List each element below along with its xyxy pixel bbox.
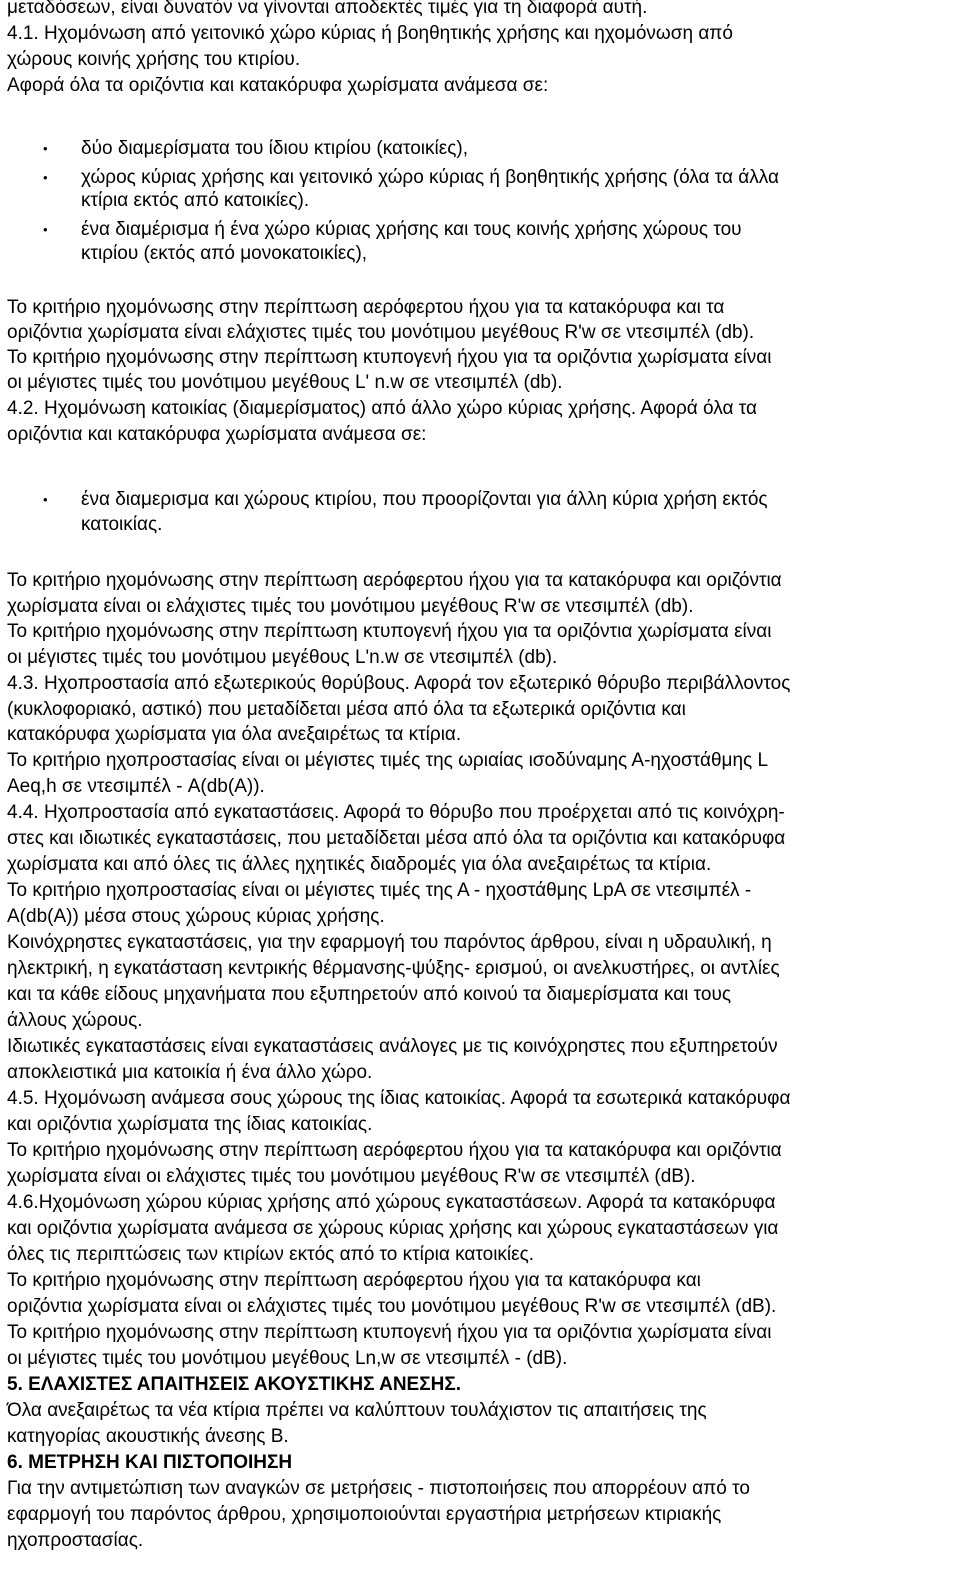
- text-line: και οριζόντια χωρίσματα της ίδιας κατοικίας.: [7, 1114, 373, 1135]
- bullet-marker: •: [43, 222, 48, 237]
- text-line: εφαρμογή του παρόντος άρθρου, χρησιμοποιούνται εργαστήρια μετρήσεων κτιριακής: [7, 1504, 722, 1525]
- section-heading-4-2: 4.2. Ηχομόνωση κατοικίας (διαμερίσματος) από άλλο χώρο κύριας χρήσης. Αφορά όλα τα: [7, 398, 757, 419]
- bullet-item: χώρος κύριας χρήσης και γειτονικό χώρο κύριας ή βοηθητικής χρήσης (όλα τα άλλα: [81, 167, 779, 188]
- text-line: Aeq,h σε ντεσιμπέλ - A(db(A)).: [7, 776, 265, 797]
- section-heading-5: 5. ΕΛΑΧΙΣΤΕΣ ΑΠΑΙΤΗΣΕΙΣ ΑΚΟΥΣΤΙΚΗΣ ΑΝΕΣΗΣ.: [7, 1374, 462, 1395]
- text-line: (κυκλοφοριακό, αστικό) που μεταδίδεται μέσα από όλα τα εξωτερικά οριζόντια και: [7, 699, 686, 720]
- bullet-item-continued: κατοικίας.: [81, 514, 163, 535]
- text-line: ηχοπροστασίας.: [7, 1530, 144, 1551]
- section-heading-4-5: 4.5. Ηχομόνωση ανάμεσα σους χώρους της ίδιας κατοικίας. Αφορά τα εσωτερικά κατακόρυφα: [7, 1088, 791, 1109]
- bullet-marker: •: [43, 170, 48, 185]
- text-line: άλλους χώρους.: [7, 1010, 143, 1031]
- text-line: οι μέγιστες τιμές του μονότιμου μεγέθους Ln,w σε ντεσιμπέλ - (dB).: [7, 1348, 568, 1369]
- text-line: Για την αντιμετώπιση των αναγκών σε μετρήσεις - πιστοποιήσεις που απορρέουν από το: [7, 1478, 750, 1499]
- bullet-item-continued: κτιρίου (εκτός από μονοκατοικίες),: [81, 243, 368, 264]
- text-line: αποκλειστικά μια κατοικία ή ένα άλλο χώρο.: [7, 1062, 373, 1083]
- text-line: μεταδόσεων, είναι δυνατόν να γίνονται αποδεκτές τιμές για τη διαφορά αυτή.: [7, 0, 648, 18]
- text-line: όλες τις περιπτώσεις των κτιρίων εκτός από το κτίρια κατοικίες.: [7, 1244, 535, 1265]
- text-line: A(db(A)) μέσα στους χώρους κύριας χρήσης.: [7, 906, 385, 927]
- text-line: Το κριτήριο ηχομόνωσης στην περίπτωση κτυπογενή ήχου για τα οριζόντια χωρίσματα είναι: [7, 347, 772, 368]
- text-line: και οριζόντια χωρίσματα ανάμεσα σε χώρους κύριας χρήσης και χώρους εγκαταστάσεων για: [7, 1218, 779, 1239]
- text-line: Το κριτήριο ηχομόνωσης στην περίπτωση αερόφερτου ήχου για τα κατακόρυφα και οριζόντια: [7, 570, 782, 591]
- text-line: χώρους κοινής χρήσης του κτιρίου.: [7, 49, 301, 70]
- text-line: ηλεκτρική, η εγκατάσταση κεντρικής θέρμανσης-ψύξης- ερισμού, οι ανελκυστήρες, οι αντλίες: [7, 958, 780, 979]
- bullet-item: δύο διαμερίσματα του ίδιου κτιρίου (κατοικίες),: [81, 138, 468, 159]
- text-line: κατακόρυφα χωρίσματα για όλα ανεξαιρέτως τα κτίρια.: [7, 724, 462, 745]
- text-line: Κοινόχρηστες εγκαταστάσεις, για την εφαρμογή του παρόντος άρθρου, είναι η υδραυλική, η: [7, 932, 772, 953]
- text-line: στες και ιδιωτικές εγκαταστάσεις, που μεταδίδεται μέσα από όλα τα οριζόντια και κατακόρυφα: [7, 828, 786, 849]
- section-heading-4-4: 4.4. Ηχοπροστασία από εγκαταστάσεις. Αφορά το θόρυβο που προέρχεται από τις κοινόχρη-: [7, 802, 785, 823]
- text-line: κατηγορίας ακουστικής άνεσης Β.: [7, 1426, 289, 1447]
- text-line: Το κριτήριο ηχομόνωσης στην περίπτωση αερόφερτου ήχου για τα κατακόρυφα και τα: [7, 297, 725, 318]
- section-heading-4-1: 4.1. Ηχομόνωση από γειτονικό χώρο κύριας ή βοηθητικής χρήσης και ηχομόνωση από: [7, 23, 733, 44]
- bullet-item: ένα διαμερισμα και χώρους κτιρίου, που προορίζονται για άλλη κύρια χρήση εκτός: [81, 489, 768, 510]
- section-heading-6: 6. ΜΕΤΡΗΣΗ ΚΑΙ ΠΙΣΤΟΠΟΙΗΣΗ: [7, 1452, 293, 1473]
- text-line: χωρίσματα και από όλες τις άλλες ηχητικές διαδρομές για όλα ανεξαιρέτως τα κτίρια.: [7, 854, 712, 875]
- text-line: Το κριτήριο ηχοπροστασίας είναι οι μέγιστες τιμές της ωριαίας ισοδύναμης Α-ηχοστάθμης L: [7, 750, 769, 771]
- section-heading-4-3: 4.3. Ηχοπροστασία από εξωτερικούς θορύβους. Αφορά τον εξωτερικό θόρυβο περιβάλλοντος: [7, 673, 791, 694]
- bullet-marker: •: [43, 492, 48, 507]
- text-line: οι μέγιστες τιμές του μονότιμου μεγέθους L' n.w σε ντεσιμπέλ (db).: [7, 372, 563, 393]
- text-line: Το κριτήριο ηχομόνωσης στην περίπτωση κτυπογενή ήχου για τα οριζόντια χωρίσματα είναι: [7, 1322, 772, 1343]
- bullet-item-continued: κτίρια εκτός από κατοικίες).: [81, 190, 310, 211]
- text-line: Το κριτήριο ηχομόνωσης στην περίπτωση κτυπογενή ήχου για τα οριζόντια χωρίσματα είναι: [7, 621, 772, 642]
- text-line: χωρίσματα είναι οι ελάχιστες τιμές του μονότιμου μεγέθους R'w σε ντεσιμπέλ (dB).: [7, 1166, 696, 1187]
- text-line: Ιδιωτικές εγκαταστάσεις είναι εγκαταστάσεις ανάλογες με τις κοινόχρηστες που εξυπηρετούν: [7, 1036, 778, 1057]
- bullet-marker: •: [43, 141, 48, 156]
- text-line: οι μέγιστες τιμές του μονότιμου μεγέθους L'n.w σε ντεσιμπέλ (db).: [7, 647, 558, 668]
- text-line: Το κριτήριο ηχομόνωσης στην περίπτωση αερόφερτου ήχου για τα κατακόρυφα και οριζόντια: [7, 1140, 782, 1161]
- text-line: Αφορά όλα τα οριζόντια και κατακόρυφα χωρίσματα ανάμεσα σε:: [7, 75, 549, 96]
- text-line: Το κριτήριο ηχοπροστασίας είναι οι μέγιστες τιμές της Α - ηχοστάθμης LpA σε ντεσιμπέλ -: [7, 880, 752, 901]
- text-line: χωρίσματα είναι οι ελάχιστες τιμές του μονότιμου μεγέθους R'w σε ντεσιμπέλ (db).: [7, 596, 694, 617]
- text-line: οριζόντια χωρίσματα είναι οι ελάχιστες τιμές του μονότιμου μεγέθους R'w σε ντεσιμπέλ (dB).: [7, 1296, 777, 1317]
- bullet-item: ένα διαμέρισμα ή ένα χώρο κύριας χρήσης και τους κοινής χρήσης χώρους του: [81, 219, 742, 240]
- section-heading-4-6: 4.6.Ηχομόνωση χώρου κύριας χρήσης από χώρους εγκαταστάσεων. Αφορά τα κατακόρυφα: [7, 1192, 776, 1213]
- text-line: και τα κάθε είδους μηχανήματα που εξυπηρετούν από κοινού τα διαμερίσματα και τους: [7, 984, 732, 1005]
- text-line: Το κριτήριο ηχομόνωσης στην περίπτωση αερόφερτου ήχου για τα κατακόρυφα και: [7, 1270, 701, 1291]
- text-line: οριζόντια χωρίσματα είναι ελάχιστες τιμές του μονότιμου μεγέθους R'w σε ντεσιμπέλ (db).: [7, 322, 755, 343]
- text-line: Όλα ανεξαιρέτως τα νέα κτίρια πρέπει να καλύπτουν τουλάχιστον τις απαιτήσεις της: [7, 1400, 707, 1421]
- text-line: οριζόντια και κατακόρυφα χωρίσματα ανάμεσα σε:: [7, 424, 427, 445]
